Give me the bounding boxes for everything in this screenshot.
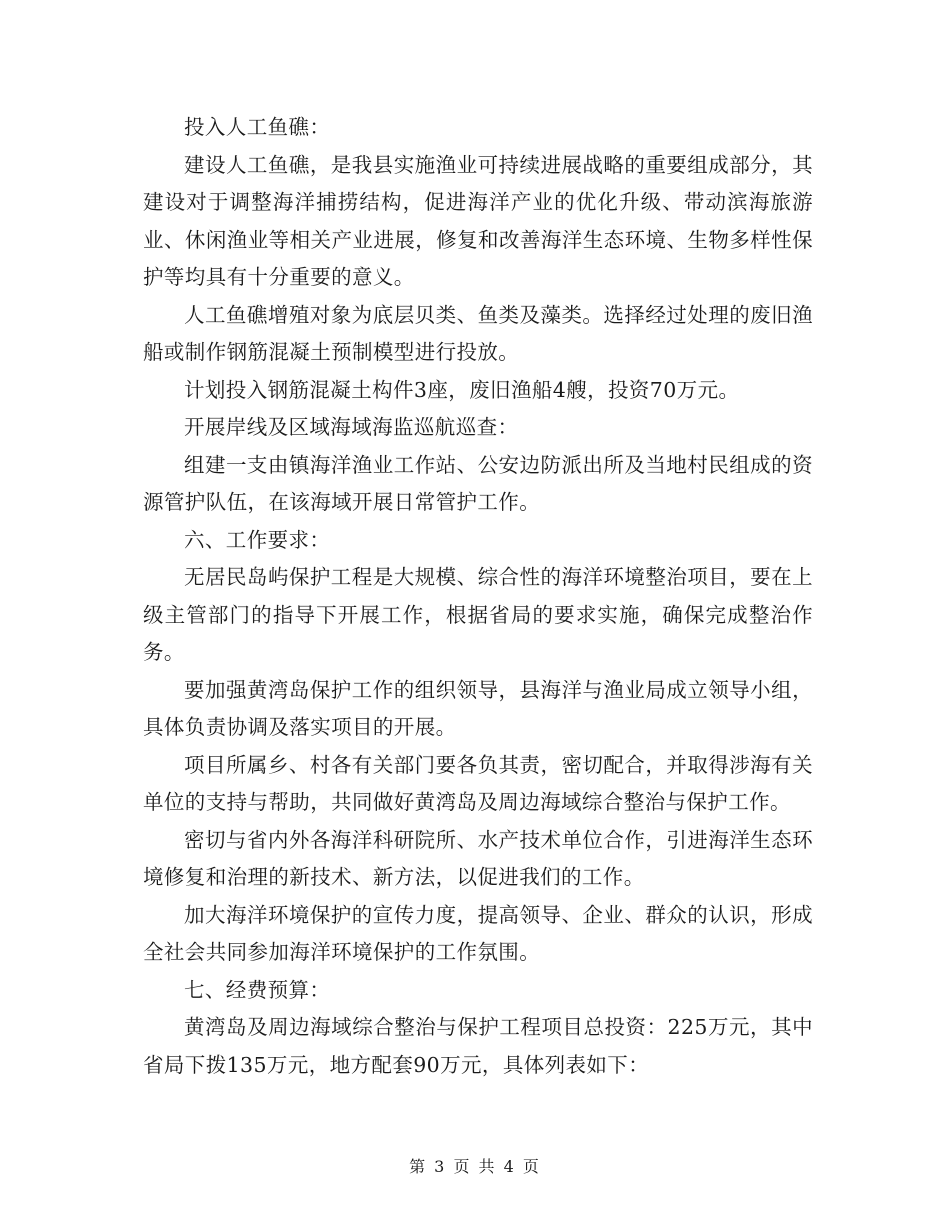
section-heading-budget: 七、经费预算：: [184, 977, 331, 1002]
paragraph-reef-objects: 人工鱼礁增殖对象为底层贝类、鱼类及藻类。选择经过处理的废旧渔船或制作钢筋混凝土预制模型进行投放。: [143, 302, 813, 364]
paragraph-requirement-4: 密切与省内外各海洋科研院所、水产技术单位合作，引进海洋生态环境修复和治理的新技术、新方法，以促进我们的工作。: [143, 827, 813, 889]
paragraph-reef-significance: 建设人工鱼礁，是我县实施渔业可持续进展战略的重要组成部分，其建设对于调整海洋捕捞结构，促进海洋产业的优化升级、带动滨海旅游业、休闲渔业等相关产业进展，修复和改善海洋生态环境、生物多样性保护等均具有十分重要的意义。: [143, 152, 813, 289]
section-heading-artificial-reef: 投入人工鱼礁：: [184, 115, 331, 139]
section-heading-patrol: 开展岸线及区域海域海监巡航巡查：: [184, 415, 519, 439]
document-body: [143, 109, 813, 1084]
paragraph-reef-plan: 计划投入钢筋混凝土构件3座，废旧渔船4艘，投资70万元。: [184, 377, 740, 402]
section-heading-requirements: 六、工作要求：: [184, 527, 331, 552]
paragraph-requirement-2: 要加强黄湾岛保护工作的组织领导，县海洋与渔业局成立领导小组，具体负责协调及落实项目的开展。: [143, 677, 813, 739]
paragraph-requirement-5: 加大海洋环境保护的宣传力度，提高领导、企业、群众的认识，形成全社会共同参加海洋环境保护的工作氛围。: [143, 902, 813, 964]
paragraph-budget-total: 黄湾岛及周边海域综合整治与保护工程项目总投资：225万元，其中省局下拨135万元，地方配套90万元，具体列表如下：: [143, 1015, 813, 1077]
page-number-footer: 第 3 页 共 4 页: [409, 1157, 541, 1176]
paragraph-requirement-1: 无居民岛屿保护工程是大规模、综合性的海洋环境整治项目，要在上级主管部门的指导下开展工作，根据省局的要求实施，确保完成整治作务。: [143, 565, 813, 664]
paragraph-patrol-team: 组建一支由镇海洋渔业工作站、公安边防派出所及当地村民组成的资源管护队伍，在该海域开展日常管护工作。: [143, 452, 813, 514]
paragraph-requirement-3: 项目所属乡、村各有关部门要各负其责，密切配合，并取得涉海有关单位的支持与帮助，共同做好黄湾岛及周边海域综合整治与保护工作。: [143, 752, 813, 814]
